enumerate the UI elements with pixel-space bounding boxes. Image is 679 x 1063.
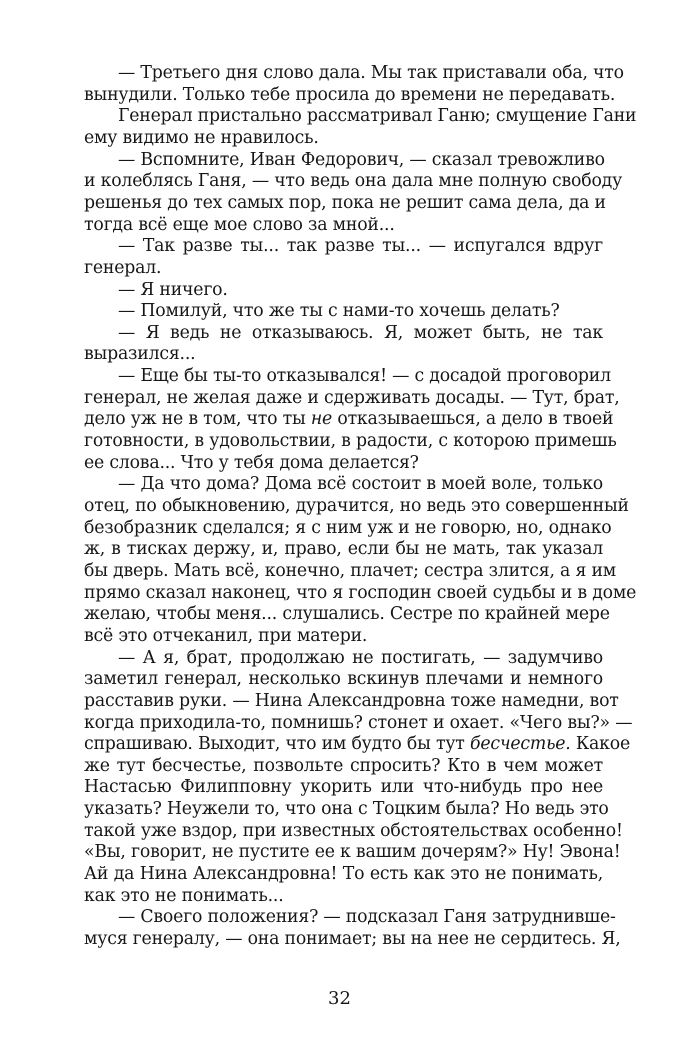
text-segment: ж, в тисках держу, и, право, если бы не мать, так указал [84,539,603,560]
text-line [84,776,603,798]
text-line [118,365,611,387]
text-segment: когда приходила-то, помнишь? стонет и охает. «Чего вы?» — [84,712,633,733]
text-segment: всё это отчеканил, при матери. [84,625,368,646]
text-line [84,452,603,474]
text-segment: — Помилуй, что же ты с нами-то хочешь делать? [118,301,560,322]
text-line [84,668,603,690]
text-line [84,798,609,820]
text-line [84,841,621,863]
text-line [84,170,623,192]
text-segment: как это не понимать... [84,885,284,906]
text-segment: отказываешься, а дело в твоей [332,409,614,430]
text-segment: — Третьего дня слово дала. Мы так приставали оба, что [118,63,624,83]
italic-text: бесчестье. [469,734,571,755]
text-segment: же тут бесчестье, позвольте спросить? Кто в чем может [84,755,603,776]
text-line [84,430,617,452]
text-line [84,885,603,907]
text-line [84,257,603,279]
text-segment: решенья до тех самых пор, пока не решит сама дела, да и [84,192,606,213]
text-line [84,517,612,539]
text-segment: расставив руки. — Нина Александровна тоже намедни, вот [84,690,619,711]
text-line [118,322,603,344]
text-line [84,343,603,365]
text-segment: ее слова... Что у тебя дома делается? [84,452,419,473]
text-line [84,582,637,604]
text-line [84,820,623,842]
text-line [84,928,621,950]
text-line [118,105,637,127]
text-line [84,755,603,777]
text-segment: дело уж не в том, что ты [84,409,311,430]
text-line [84,192,606,214]
text-segment: Какое [570,734,630,755]
text-segment: выразился... [84,344,196,365]
text-line [118,279,603,301]
text-line [84,127,603,149]
text-line [84,863,603,885]
text-segment: — Так разве ты... так разве ты... — испугался вдруг [118,236,603,257]
text-segment: генерал, не желая даже и сдерживать досады. — Тут, брат, [84,387,620,408]
text-segment: и колеблясь Ганя, — что ведь она дала мне полную свободу [84,171,623,192]
text-segment: готовности, в удовольствии, в радости, с которою примешь [84,431,617,452]
text-segment: — Своего положения? — подсказал Ганя затруднивше- [118,907,616,928]
text-line [84,408,614,430]
text-segment: Настасью Филипповну укорить или что-нибудь про нее [84,777,603,798]
page-number: 32 [328,988,351,1009]
text-segment: безобразник сделался; я с ним уж и не говорю, но, однако [84,517,612,538]
text-segment: бы дверь. Мать всё, конечно, плачет; сестра злится, а я им [84,560,617,581]
text-segment: желаю, чтобы меня... слушались. Сестре по крайней мере [84,604,610,625]
text-segment: спрашиваю. Выходит, что им будто бы тут [84,734,470,755]
text-line [118,149,603,171]
text-segment: ему видимо не нравилось. [84,127,319,148]
text-line [118,906,616,928]
text-segment: заметил генерал, несколько вскинув плечами и немного [84,669,603,690]
text-line [84,625,603,647]
text-segment: муся генералу, — она понимает; вы на нее не сердитесь. Я, [84,929,621,949]
text-line [118,647,603,669]
text-segment: Генерал пристально рассматривал Ганю; смущение Гани [118,106,637,127]
text-line [84,84,616,106]
text-segment: — Вспомните, Иван Федорович, — сказал тревожливо [118,149,605,170]
text-segment: — Я ничего. [118,279,228,300]
text-segment: — Да что дома? Дома всё состоит в моей воле, только [118,474,603,495]
text-line [118,62,624,84]
text-segment: указать? Неужели то, что она с Тоцким была? Но ведь это [84,799,609,820]
text-segment: генерал. [84,257,162,278]
text-line [84,690,619,712]
text-segment: Ай да Нина Александровна! То есть как это не понимать, [84,864,603,885]
text-line [84,214,603,236]
text-segment: вынудили. Только тебе просила до времени не передавать. [84,84,616,105]
text-segment: такой уже вздор, при известных обстоятельствах особенно! [84,820,623,841]
text-line [118,235,603,257]
italic-text: не [310,409,333,430]
text-line [84,495,629,517]
text-segment: прямо сказал наконец, что я господин своей судьбы и в доме [84,582,637,603]
text-line [84,560,617,582]
text-line [118,300,603,322]
text-line [118,473,603,495]
text-line [84,733,630,755]
text-segment: тогда всё еще мое слово за мной... [84,214,395,235]
text-segment: отец, по обыкновению, дурачится, но ведь это совершенный [84,496,629,516]
text-line [84,387,620,409]
text-segment: — Еще бы ты-то отказывался! — с досадой проговорил [118,366,611,387]
text-segment: «Вы, говорит, не пустите ее к вашим дочерям?» Ну! Эвона! [84,842,621,863]
text-segment: — А я, брат, продолжаю не постигать, — задумчиво [118,647,603,668]
text-line [84,538,603,560]
text-segment: — Я ведь не отказываюсь. Я, может быть, не так [118,322,603,343]
text-line [84,712,633,734]
text-line [84,603,610,625]
